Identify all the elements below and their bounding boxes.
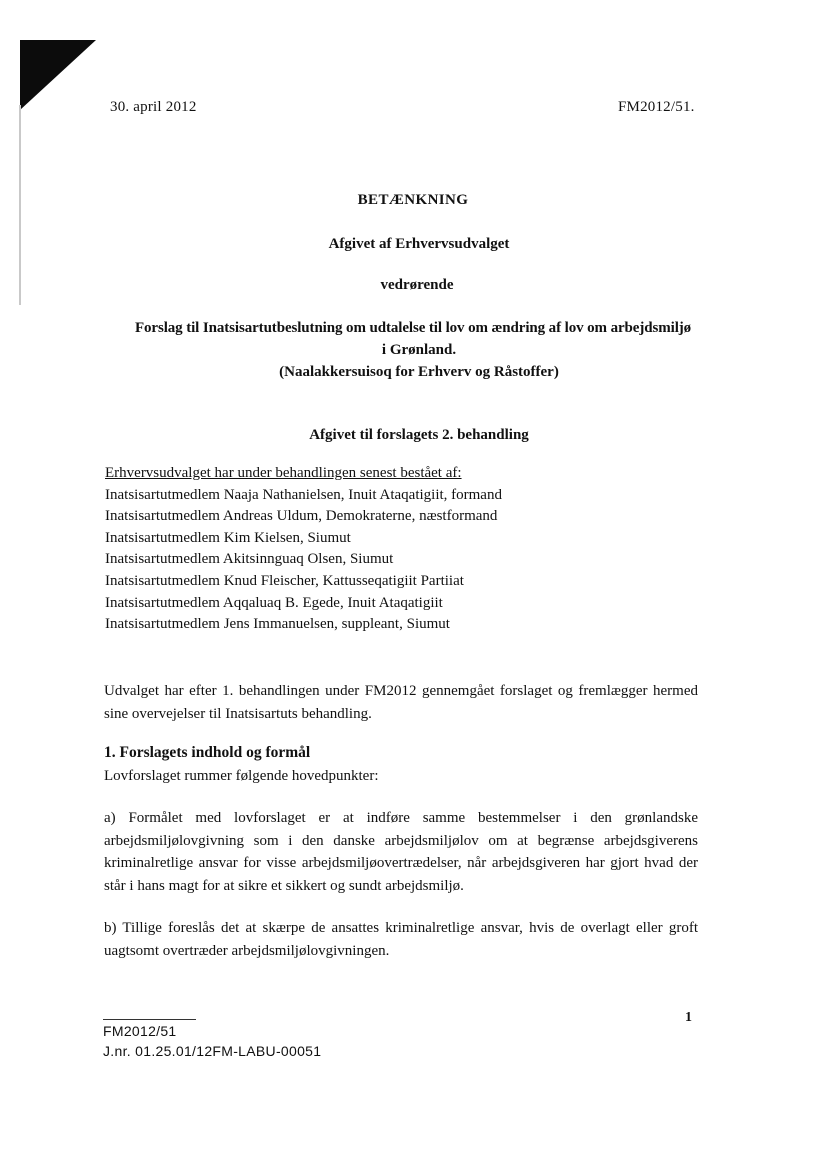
section-1 [104,742,698,787]
page-number: 1 [685,1010,692,1025]
intro-paragraph: Udvalget har efter 1. behandlingen under FM2012 gennemgået forslaget og fremlægger hermed sine overvejelser til Inatsisartuts behandling. [104,683,698,722]
committee-member: Inatsisartutmedlem Naaja Nathanielsen, Inuit Ataqatigiit, formand [105,486,502,503]
committee-member: Inatsisartutmedlem Kim Kielsen, Siumut [105,529,351,546]
footer [103,1021,321,1061]
proposal-title-line2: i Grønland. [381,342,457,358]
document-date: 30. april 2012 [110,99,197,115]
document-title: BETÆNKNING [357,192,469,208]
point-b: b) Tillige foreslås det at skærpe de ansattes kriminalretlige ansvar, hvis de overlagt eller groft uagtsomt overtræder arbejdsmiljølovgivningen. [104,920,698,959]
section-intro: Lovforslaget rummer følgende hovedpunkter: [104,767,379,784]
reading-label: Afgivet til forslagets 2. behandling [309,427,529,443]
issued-by: Afgivet af Erhvervsudvalget [328,236,510,252]
committee-intro: Erhvervsudvalget har under behandlingen senest bestået af: [105,465,462,481]
point-a: a) Formålet med lovforslaget er at indføre samme bestemmelser i den grønlandske arbejdsmiljølovgivning som i den danske arbejdsmiljølov om at begrænse arbejdsgiverens kriminalretlige ansvar for visse arbejdsmiljøovertrædelser, når arbejdsgiveren har gjort hvad der står i hans magt for at sikre et sikkert og sundt arbejdsmiljø. [104,810,698,894]
committee-member: Inatsisartutmedlem Akitsinnguaq Olsen, Siumut [105,551,394,568]
footer-journal-number: J.nr. 01.25.01/12FM-LABU-00051 [103,1043,322,1059]
document-reference: FM2012/51. [618,99,695,115]
committee-composition [105,463,502,636]
proposal-title-line3: (Naalakkersuisoq for Erhverv og Råstoffer) [279,364,559,380]
committee-member: Inatsisartutmedlem Jens Immanuelsen, suppleant, Siumut [105,616,450,633]
scan-corner-mark [20,40,96,110]
committee-member: Inatsisartutmedlem Andreas Uldum, Demokraterne, næstformand [105,508,498,525]
regarding-label: vedrørende [380,277,454,293]
committee-member: Inatsisartutmedlem Knud Fleischer, Kattusseqatigiit Partiiat [105,572,464,589]
committee-member: Inatsisartutmedlem Aqqaluaq B. Egede, Inuit Ataqatigiit [105,594,443,611]
proposal-title-line1: Forslag til Inatsisartutbeslutning om udtalelse til lov om ændring af lov om arbejdsmiljø [134,320,692,336]
footer-case-ref: FM2012/51 [103,1023,177,1039]
footnote-divider [103,1019,196,1020]
section-heading: 1. Forslagets indhold og formål [104,744,311,761]
